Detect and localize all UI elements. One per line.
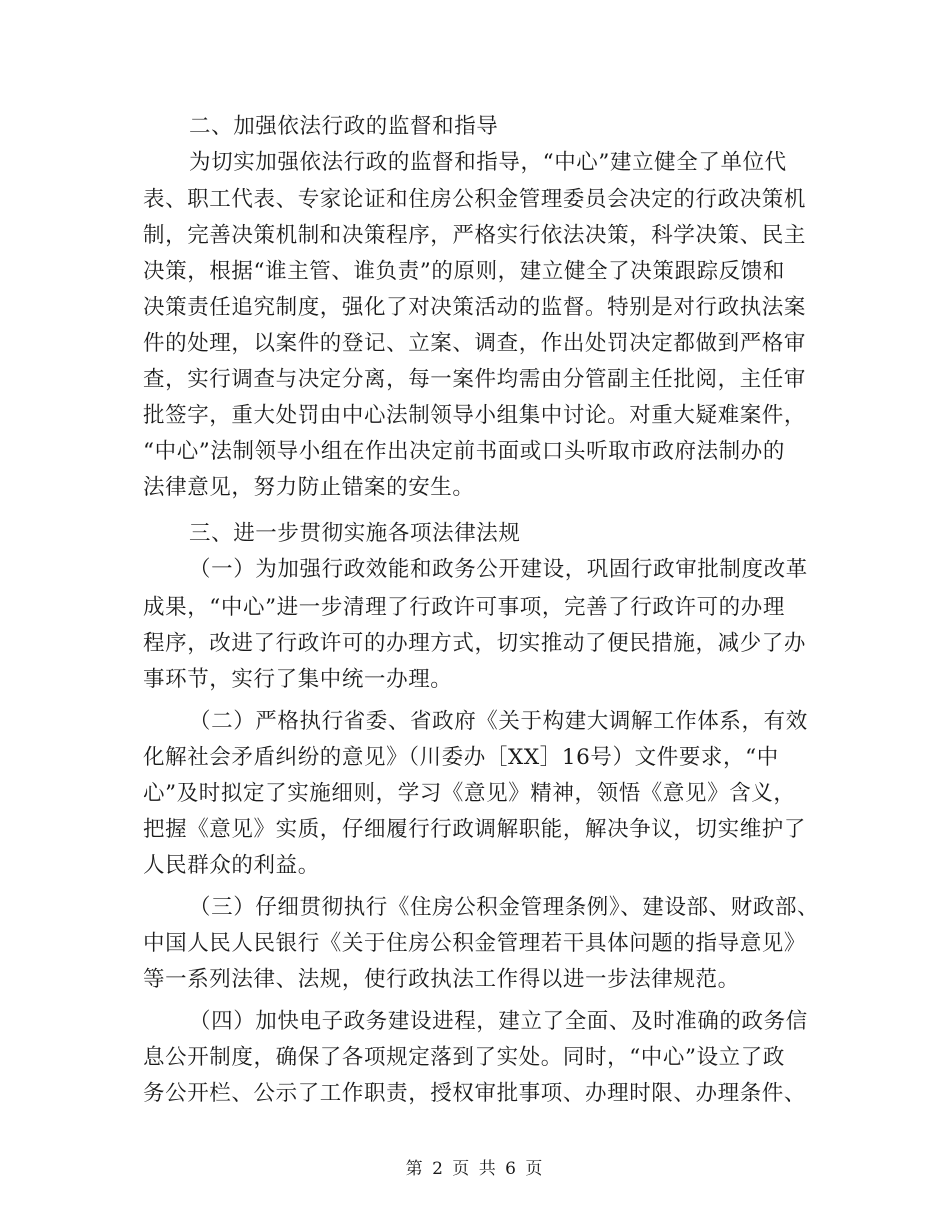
paragraph-line: 人民群众的利益。	[143, 853, 320, 878]
paragraph-line: 等一系列法律、法规，使行政执法工作得以进一步法律规范。	[143, 967, 740, 992]
paragraph-line: （一）为加强行政效能和政务公开建设，巩固行政审批制度改革	[189, 557, 808, 582]
paragraph-line: 决策，根据“谁主管、谁负责”的原则，建立健全了决策跟踪反馈和	[143, 259, 785, 284]
paragraph-line: （四）加快电子政务建设进程，建立了全面、及时准确的政务信	[189, 1009, 808, 1034]
paragraph-line: 表、职工代表、专家论证和住房公积金管理委员会决定的行政决策机	[143, 187, 807, 212]
paragraph-line: 化解社会矛盾纠纷的意见》（川委办［XX］16号）文件要求，“中	[143, 745, 779, 770]
paragraph-line: 务公开栏、公示了工作职责，授权审批事项、办理时限、办理条件、	[143, 1081, 807, 1106]
paragraph-line: （二）严格执行省委、省政府《关于构建大调解工作体系，有效	[189, 709, 808, 734]
heading-section-3: 三、进一步贯彻实施各项法律法规	[189, 521, 521, 546]
paragraph-line: 件的处理，以案件的登记、立案、调查，作出处罚决定都做到严格审	[143, 331, 807, 356]
paragraph-line: 制，完善决策机制和决策程序，严格实行依法决策，科学决策、民主	[143, 223, 807, 248]
paragraph-line: 法律意见，努力防止错案的安生。	[143, 475, 475, 500]
paragraph-line: 程序，改进了行政许可的办理方式，切实推动了便民措施，减少了办	[143, 631, 807, 656]
paragraph-line: 查，实行调查与决定分离，每一案件均需由分管副主任批阅，主任审	[143, 367, 807, 392]
paragraph-line: 把握《意见》实质，仔细履行行政调解职能，解决争议，切实维护了	[143, 817, 807, 842]
page-number-footer: 第 2 页 共 6 页	[405, 1159, 545, 1179]
heading-section-2: 二、加强依法行政的监督和指导	[189, 114, 499, 139]
paragraph-line: 息公开制度，确保了各项规定落到了实处。同时，“中心”设立了政	[143, 1045, 785, 1070]
paragraph-line: “中心”法制领导小组在作出决定前书面或口头听取市政府法制办的	[143, 439, 785, 464]
paragraph-line: （三）仔细贯彻执行《住房公积金管理条例》、建设部、财政部、	[189, 895, 820, 920]
paragraph-line: 心”及时拟定了实施细则，学习《意见》精神，领悟《意见》含义，	[143, 781, 796, 806]
paragraph-line: 为切实加强依法行政的监督和指导，“中心”建立健全了单位代	[189, 150, 787, 175]
paragraph-line: 批签字，重大处罚由中心法制领导小组集中讨论。对重大疑难案件，	[143, 403, 807, 428]
paragraph-line: 成果，“中心”进一步清理了行政许可事项，完善了行政许可的办理	[143, 595, 785, 620]
paragraph-line: 事环节，实行了集中统一办理。	[143, 667, 453, 692]
paragraph-line: 决策责任追究制度，强化了对决策活动的监督。特别是对行政执法案	[143, 295, 807, 320]
paragraph-line: 中国人民人民银行《关于住房公积金管理若干具体问题的指导意见》	[143, 931, 807, 956]
